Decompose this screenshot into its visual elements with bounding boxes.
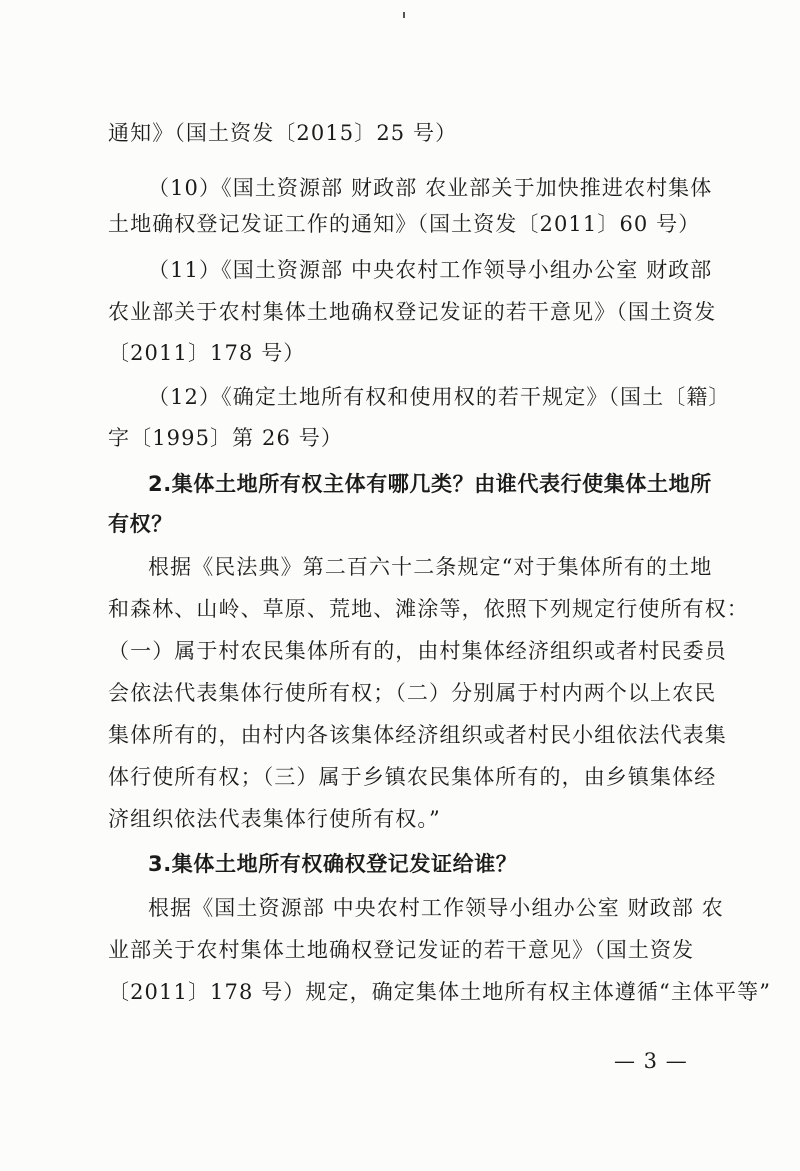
- text-line: （10）《国土资源部 财政部 农业部关于加快推进农村集体: [148, 176, 713, 200]
- section-heading: 2.集体土地所有权主体有哪几类？由谁代表行使集体土地所: [148, 472, 712, 496]
- text-line: 济组织依法代表集体行使所有权。”: [108, 807, 441, 831]
- text-line: 和森林、山岭、草原、荒地、滩涂等，依照下列规定行使所有权：: [108, 597, 749, 621]
- section-heading: 有权？: [108, 512, 173, 536]
- text-line: 土地确权登记发证工作的通知》（国土资发〔2011〕60 号）: [108, 212, 701, 236]
- text-line: 体行使所有权；（三）属于乡镇农民集体所有的，由乡镇集体经: [108, 765, 717, 789]
- text-line: 字〔1995〕第 26 号）: [108, 426, 343, 450]
- scan-mark: [403, 12, 405, 18]
- text-line: 业部关于农村集体土地确权登记发证的若干意见》（国土资发: [108, 938, 695, 962]
- text-line: （12）《确定土地所有权和使用权的若干规定》（国土〔籍〕: [148, 385, 731, 409]
- text-line: （11）《国土资源部 中央农村工作领导小组办公室 财政部: [148, 258, 713, 282]
- text-line: 农业部关于农村集体土地确权登记发证的若干意见》（国土资发: [108, 300, 717, 324]
- text-line: 通知》（国土资发〔2015〕25 号）: [108, 121, 458, 145]
- text-line: 根据《国土资源部 中央农村工作领导小组办公室 财政部 农: [148, 896, 724, 920]
- text-line: 根据《民法典》第二百六十二条规定“对于集体所有的土地: [148, 555, 713, 579]
- text-line: 集体所有的，由村内各该集体经济组织或者村民小组依法代表集: [108, 723, 727, 747]
- text-line: 会依法代表集体行使所有权；（二）分别属于村内两个以上农民: [108, 681, 717, 705]
- text-line: （一）属于村农民集体所有的，由村集体经济组织或者村民委员: [108, 639, 727, 663]
- section-heading: 3.集体土地所有权确权登记发证给谁？: [148, 852, 518, 876]
- page-number: — 3 —: [614, 1049, 688, 1073]
- text-line: 〔2011〕178 号）: [108, 341, 306, 365]
- text-line: 〔2011〕178 号）规定，确定集体土地所有权主体遵循“主体平等”: [108, 980, 772, 1004]
